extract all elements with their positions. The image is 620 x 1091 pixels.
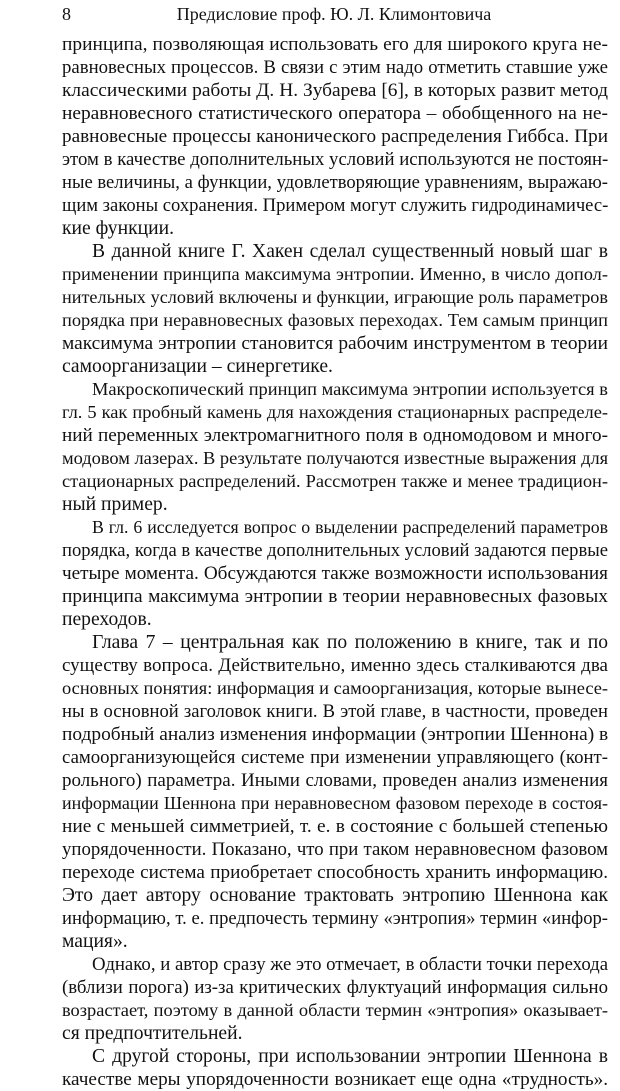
text-line: ные величины, а функции, удовлетворяющие уравнениям, выражаю- [62,172,608,193]
text-line: ний переменных электромагнитного поля в одномодовом и много- [62,425,608,446]
text-line: нительных условий включены и функции, играющие роль параметров [62,287,608,307]
text-line: рольного) параметра. Иными словами, проведен анализ изменения [62,770,608,791]
text-line: стационарных распределений. Рассмотрен также и менее традицион- [62,471,608,491]
text-line: равновесные процессы канонического распределения Гиббса. При [62,126,608,147]
text-line: основных понятия: информация и самоорганизация, которые вынесе- [62,678,608,698]
running-title: Предисловие проф. Ю. Л. Климонтовича [176,4,492,24]
text-line: ны в основной заголовок книги. В этой главе, в частности, проведен [62,701,608,722]
text-line: четыре момента. Обсуждаются также возможности использования [62,563,608,584]
text-line: самоорганизующейся системе при изменении управляющего (конт- [62,747,608,768]
text-line: качестве меры упорядоченности возникает еще одна «трудность». [62,1069,608,1090]
page-number: 8 [62,4,71,24]
text-line: Это дает автору основание трактовать энтропию Шеннона как [62,885,608,906]
page-header [62,2,606,26]
text-line: ный пример. [62,494,168,515]
text-line: возрастает, поэтому в данной области термин «энтропия» оказывает- [62,1000,608,1020]
text-line: равновесных процессов. В связи с этим надо отметить ставшие уже [62,57,608,78]
text-line: этом в качестве дополнительных условий используются не постоян- [62,149,609,170]
text-line: максимума энтропии становится рабочим инструментом в теории [62,333,608,354]
text-line: Макроскопический принцип максимума энтропии используется в [92,379,608,399]
text-line: ние с меньшей симметрией, т. е. в состояние с большей степенью [62,816,608,837]
text-line: ся предпочтительней. [62,1023,243,1044]
text-line: переходе система приобретает способность хранить информацию. [62,862,608,883]
text-line: Глава 7 – центральная как по положению в книге, так и по [92,632,608,653]
text-line: мация». [62,931,128,952]
text-line: существу вопроса. Действительно, именно здесь сталкиваются два [62,655,608,676]
text-line: порядка при неравновесных фазовых переходах. Тем самым принцип [62,310,608,330]
text-line: порядка, когда в качестве дополнительных условий задаются первые [62,540,608,561]
text-line: щим законы сохранения. Примером могут служить гидродинамичес- [62,195,609,216]
text-line: гл. 5 как пробный камень для нахождения стационарных распределе- [62,402,608,422]
text-line: упорядоченности. Показано, что при таком неравновесном фазовом [62,839,608,860]
text-line: (вблизи порога) из-за критических флуктуаций информация сильно [62,977,608,998]
text-line: применении принципа максимума энтропии. Именно, в число допол- [62,264,608,284]
text-line: подробный анализ изменения информации (энтропии Шеннона) в [62,724,609,745]
text-line: В данной книге Г. Хакен сделал существенный новый шаг в [92,241,608,262]
text-line: самоорганизации – синергетике. [62,356,333,377]
text-line: С другой стороны, при использовании энтропии Шеннона в [92,1046,608,1067]
text-line: принципа, позволяющая использовать его для широкого круга не- [62,34,608,55]
text-line: В гл. 6 исследуется вопрос о выделении распределений параметров [92,517,608,537]
text-line: информации Шеннона при неравновесном фазовом переходе в состоя- [62,793,608,813]
text-line: модовом лазерах. В результате получаются известные выражения для [62,448,609,468]
text-line: неравновесного статистического оператора – обобщенного на не- [62,103,608,124]
text-line: переходов. [62,609,152,630]
text-line: кие функции. [62,218,174,239]
text-line: классическими работы Д. Н. Зубарева [6], в которых развит метод [62,80,608,101]
body-text [62,33,608,1091]
text-line: информацию, т. е. предпочесть термину «энтропия» термин «инфор- [62,908,608,929]
text-line: Однако, и автор сразу же это отмечает, в области точки перехода [92,954,609,975]
text-line: принципа максимума энтропии в теории неравновесных фазовых [62,586,608,607]
